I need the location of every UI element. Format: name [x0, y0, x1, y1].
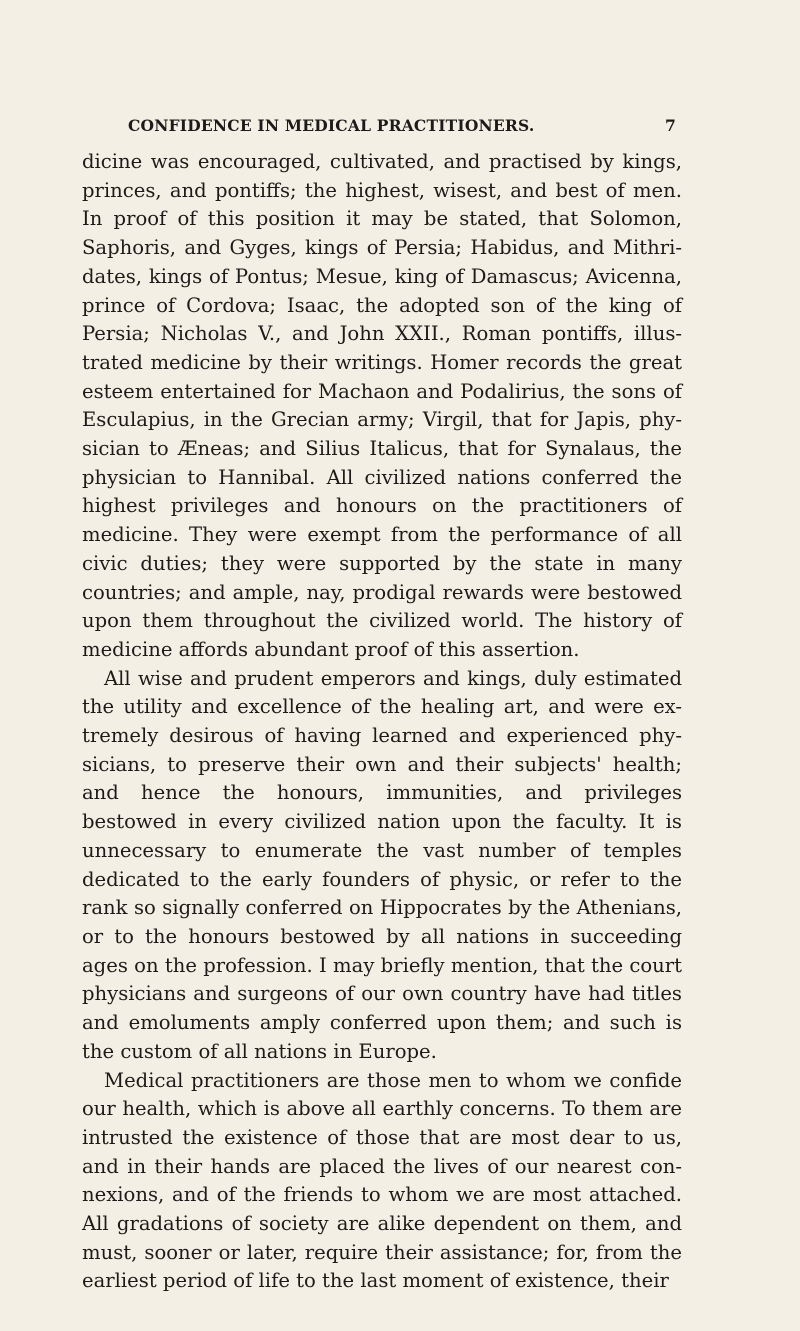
page-number: 7 — [665, 116, 676, 135]
running-title: CONFIDENCE IN MEDICAL PRACTITIONERS. — [128, 116, 535, 135]
paragraph-3: Medical practitioners are those men to whom we confide our health, which is above all earthly concerns. To them are intrusted the existence of those that are most dear to us, and in their hands are placed the lives of our nearest con-nexions, and of the friends to whom we are most attached. All gradations of society are alike dependent on them, and must, sooner or later, require their assistance; for, from the earliest period of life to the last moment of existence, their — [82, 1068, 682, 1293]
paragraph-2: All wise and prudent emperors and kings, duly estimated the utility and excellence of the healing art, and were ex-tremely desirous of having learned and experienced phy-sicians, to preserve their own and their subjects' health; and hence the honours, immunities, and privileges bestowed in every civilized nation upon the faculty. It is unnecessary to enumerate the vast number of temples dedicated to the early founders of physic, or refer to the rank so signally conferred on Hippocrates by the Athenians, or to the honours bestowed by all nations in succeeding ages on the profession. I may briefly mention, that the court physicians and surgeons of our own country have had titles and emoluments amply conferred upon them; and such is the custom of all nations in Europe. — [82, 666, 682, 1063]
running-head — [128, 116, 676, 138]
paragraph-1: dicine was encouraged, cultivated, and practised by kings, princes, and pontiffs; the highest, wisest, and best of men. In proof of this position it may be stated, that Solomon, Saphoris, and Gyges, kings of Persia; Habidus, and Mithri-dates, kings of Pontus; Mesue, king of Damascus; Avicenna, prince of Cordova; Isaac, the adopted son of the king of Persia; Nicholas V., and John XXII., Roman pontiffs, illus-trated medicine by their writings. Homer records the great esteem entertained for Machaon and Podalirius, the sons of Esculapius, in the Grecian army; Virgil, that for Japis, phy-sician to Æneas; and Silius Italicus, that for Synalaus, the physician to Hannibal. All civilized nations conferred the highest privileges and honours on the practitioners of medicine. They were exempt from the performance of all civic duties; they were supported by the state in many countries; and ample, nay, prodigal rewards were bestowed upon them throughout the civilized world. The history of medicine affords abundant proof of this assertion. — [82, 150, 682, 661]
body-text — [82, 148, 682, 1296]
